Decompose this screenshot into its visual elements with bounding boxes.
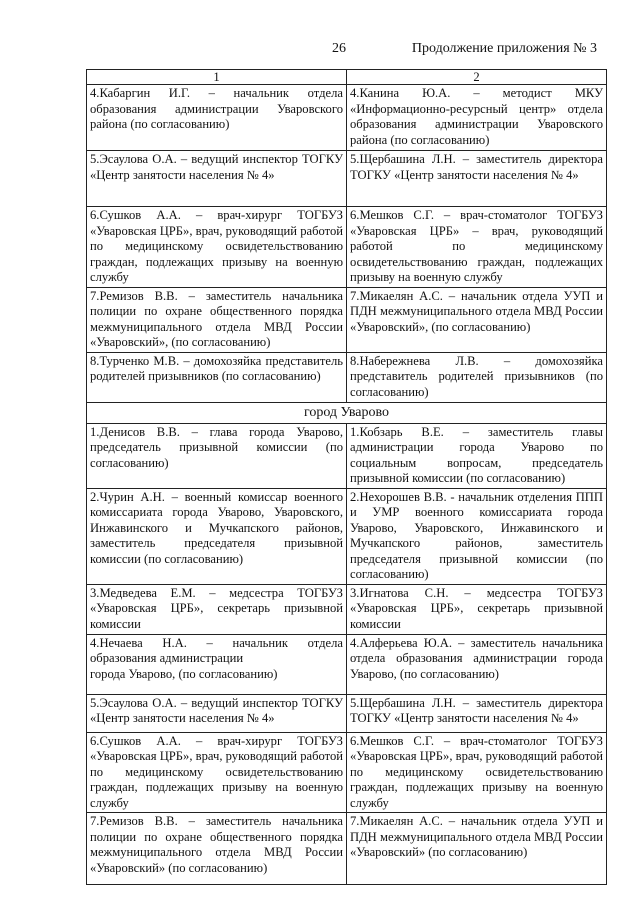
reserve-member-cell: 7.Микаелян А.С. – начальник отдела УУП и ПДН межмуниципального отдела МВД России «Уваровский» (по согласованию) bbox=[347, 813, 607, 885]
member-cell: 7.Ремизов В.В. – заместитель начальника полиции по охране общественного порядка межмуниципального отдела МВД России «Уваровский», (по согласованию) bbox=[87, 287, 347, 352]
table-row bbox=[87, 85, 607, 151]
table-row bbox=[87, 352, 607, 402]
table-row bbox=[87, 813, 607, 885]
member-cell: 5.Эсаулова О.А. – ведущий инспектор ТОГКУ «Центр занятости населения № 4» bbox=[87, 694, 347, 732]
reserve-member-cell: 5.Щербашина Л.Н. – заместитель директора ТОГКУ «Центр занятости населения № 4» bbox=[347, 694, 607, 732]
table-row bbox=[87, 732, 607, 813]
page-number: 26 bbox=[332, 41, 346, 56]
table-row bbox=[87, 423, 607, 488]
reserve-member-cell: 6.Мешков С.Г. – врач-стоматолог ТОГБУЗ «Уваровская ЦРБ», врач, руководящий работой по медицинскому освидетельствованию граждан, подлежащих призыву на военную службу bbox=[347, 732, 607, 813]
reserve-member-cell: 6.Мешков С.Г. – врач-стоматолог ТОГБУЗ «Уваровская ЦРБ» – врач, руководящий работой по медицинскому освидетельствованию граждан, подлежащих призыву на военную службу bbox=[347, 207, 607, 288]
member-cell: 5.Эсаулова О.А. – ведущий инспектор ТОГКУ «Центр занятости населения № 4» bbox=[87, 151, 347, 207]
reserve-member-cell: 4.Алферьева Ю.А. – заместитель начальника отдела образования администрации города Уварово, (по согласованию) bbox=[347, 634, 607, 694]
member-cell: 2.Чурин А.Н. – военный комиссар военного комиссариата города Уварово, Уваровского, Инжавинского и Мучкапского районов, заместитель председателя призывной комиссии (по согласованию) bbox=[87, 488, 347, 584]
reserve-member-cell: 8.Набережнева Л.В. – домохозяйка представитель родителей призывников (по согласованию) bbox=[347, 352, 607, 402]
section-heading-row bbox=[87, 402, 607, 423]
member-cell: 6.Сушков А.А. – врач-хирург ТОГБУЗ «Уваровская ЦРБ», врач, руководящий работой по медицинскому освидетельствованию граждан, подлежащих призыву на военную службу bbox=[87, 207, 347, 288]
member-cell: 4.Нечаева Н.А. – начальник отдела образования администрации города Уварово, (по согласованию) bbox=[87, 634, 347, 694]
reserve-member-cell: 1.Кобзарь В.Е. – заместитель главы администрации города Уварово по социальным вопросам, председатель призывной комиссии (по согласованию) bbox=[347, 423, 607, 488]
table-row bbox=[87, 584, 607, 634]
member-cell: 8.Турченко М.В. – домохозяйка представитель родителей призывников (по согласованию) bbox=[87, 352, 347, 402]
member-cell: 1.Денисов В.В. – глава города Уварово, председатель призывной комиссии (по согласованию) bbox=[87, 423, 347, 488]
reserve-member-cell: 3.Игнатова С.Н. – медсестра ТОГБУЗ «Уваровская ЦРБ», секретарь призывной комиссии bbox=[347, 584, 607, 634]
table-row bbox=[87, 207, 607, 288]
column-header: 2 bbox=[347, 70, 607, 85]
member-cell: 4.Кабаргин И.Г. – начальник отдела образования администрации Уваровского района (по согласованию) bbox=[87, 85, 347, 151]
reserve-member-cell: 7.Микаелян А.С. – начальник отдела УУП и ПДН межмуниципального отдела МВД России «Уваровский», (по согласованию) bbox=[347, 287, 607, 352]
table-row bbox=[87, 488, 607, 584]
reserve-member-cell: 4.Канина Ю.А. – методист МКУ «Информационно-ресурсный центр» отдела образования администрации Уваровского района (по согласованию) bbox=[347, 85, 607, 151]
table-row bbox=[87, 151, 607, 207]
reserve-member-cell: 5.Щербашина Л.Н. – заместитель директора ТОГКУ «Центр занятости населения № 4» bbox=[347, 151, 607, 207]
reserve-member-cell: 2.Нехорошев В.В. - начальник отделения ППП и УМР военного комиссариата города Уварово, Уваровского, Инжавинского и Мучкапского районов, заместитель председателя призывной комиссии (по согласованию) bbox=[347, 488, 607, 584]
table-header-row bbox=[87, 70, 607, 85]
section-heading: город Уварово bbox=[87, 402, 607, 423]
column-header: 1 bbox=[87, 70, 347, 85]
table-row bbox=[87, 694, 607, 732]
commission-table bbox=[86, 69, 607, 885]
member-cell: 7.Ремизов В.В. – заместитель начальника полиции по охране общественного порядка межмуниципального отдела МВД России «Уваровский» (по согласованию) bbox=[87, 813, 347, 885]
table-row bbox=[87, 287, 607, 352]
member-cell: 6.Сушков А.А. – врач-хирург ТОГБУЗ «Уваровская ЦРБ», врач, руководящий работой по медицинскому освидетельствованию граждан, подлежащих призыву на военную службу bbox=[87, 732, 347, 813]
member-cell: 3.Медведева Е.М. – медсестра ТОГБУЗ «Уваровская ЦРБ», секретарь призывной комиссии bbox=[87, 584, 347, 634]
table-row bbox=[87, 634, 607, 694]
appendix-header: Продолжение приложения № 3 bbox=[411, 41, 597, 56]
